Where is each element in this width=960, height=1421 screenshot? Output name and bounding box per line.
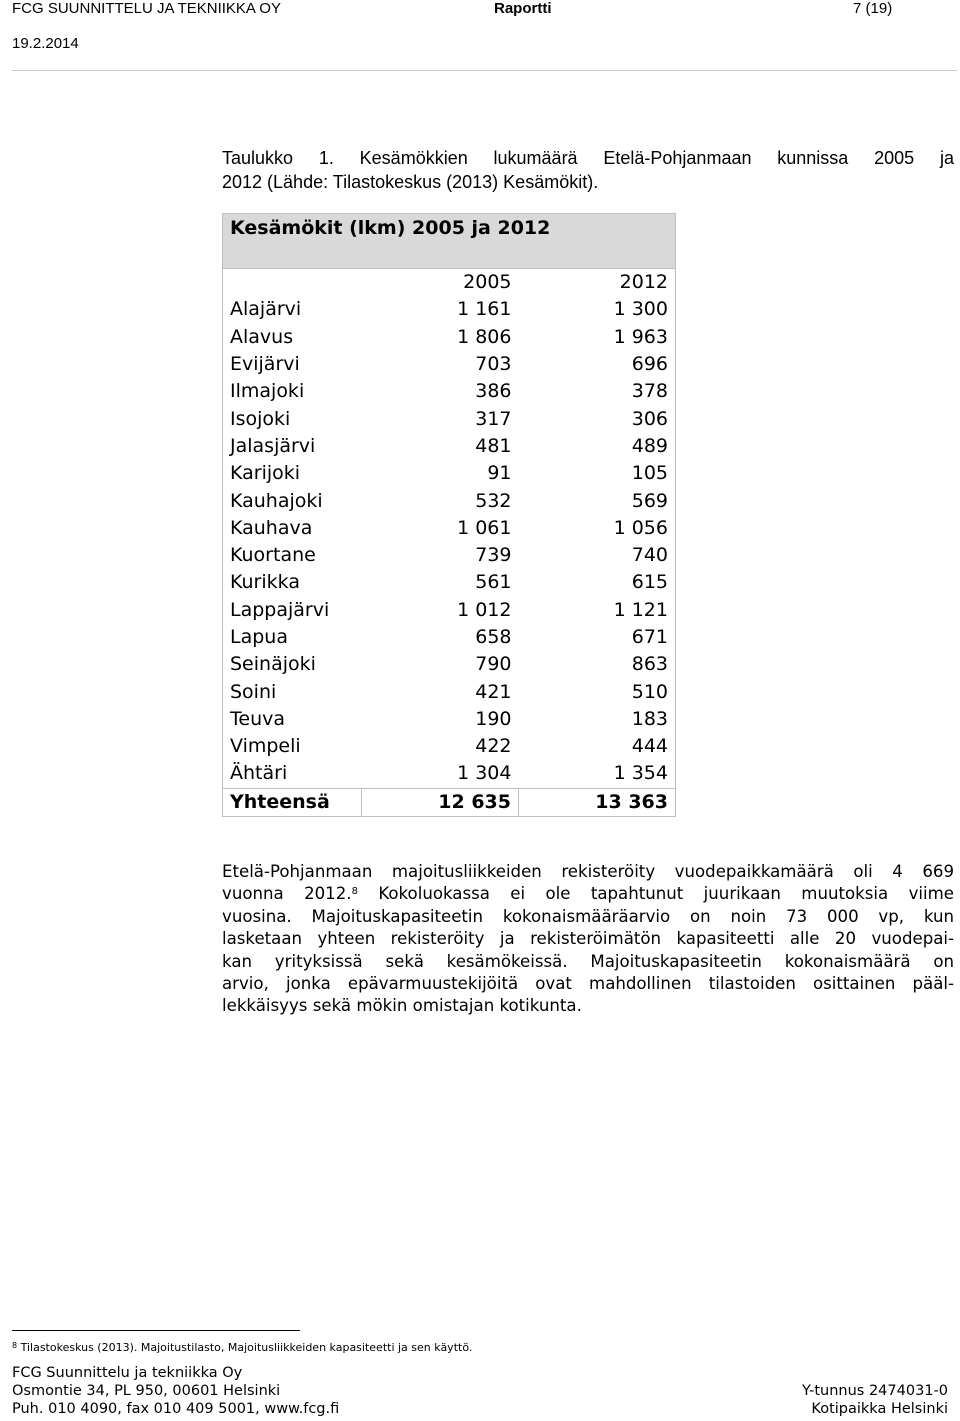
table-row (223, 296, 676, 323)
value-2005-cell: 386 (475, 380, 512, 403)
value-2012-cell: 183 (519, 706, 676, 733)
municipality-cell: Evijärvi (223, 351, 362, 378)
footer-company: FCG Suunnittelu ja tekniikka Oy (12, 1365, 243, 1381)
value-2012-cell: 1 354 (519, 760, 676, 788)
value-2005-cell: 190 (475, 707, 512, 730)
value-2012-cell: 105 (519, 460, 676, 487)
value-2012-cell: 569 (519, 487, 676, 514)
municipality-cell: Lappajärvi (223, 597, 362, 624)
paragraph-line: Etelä-Pohjanmaan majoitusliikkeiden rekisteröity vuodepaikkamäärä oli 4 669 (222, 862, 954, 881)
municipality-cell: Alajärvi (223, 296, 362, 323)
table-row (223, 351, 676, 378)
table-title-row (223, 214, 676, 269)
municipality-cell: Kauhajoki (223, 487, 362, 514)
value-2012-cell: 306 (519, 405, 676, 432)
caption-line: Taulukko 1. Kesämökkien lukumäärä Etelä-Pohjanmaan kunnissa 2005 ja (222, 148, 954, 168)
footer-domicile: Kotipaikka Helsinki (811, 1401, 948, 1417)
table-row (223, 460, 676, 487)
table-row (223, 651, 676, 678)
value-2005-cell: 1 806 (457, 325, 512, 348)
value-2012-cell: 671 (519, 624, 676, 651)
value-2012-cell: 615 (519, 569, 676, 596)
table-row (223, 324, 676, 351)
value-2005-cell: 790 (475, 653, 512, 676)
table-row (223, 378, 676, 405)
total-2012-cell: 13 363 (519, 788, 676, 816)
paragraph-line: arvio, jonka epävarmuustekijöitä ovat mahdollinen tilastoiden osittainen pääl- (222, 974, 954, 994)
value-2005-cell: 1 161 (457, 298, 512, 321)
footnote (12, 1341, 472, 1354)
value-2012-cell: 1 300 (519, 296, 676, 323)
header-company: FCG SUUNNITTELU JA TEKNIIKKA OY (12, 0, 281, 17)
value-2012-cell: 444 (519, 733, 676, 760)
footnote-number: 8 (12, 1341, 18, 1350)
table-header-row (223, 269, 676, 297)
value-2005-cell: 1 304 (457, 762, 512, 785)
caption-line: 2012 (Lähde: Tilastokeskus (2013) Kesämökit). (222, 172, 599, 192)
paragraph-line: lekkäisyys sekä mökin omistajan kotikunta. (222, 996, 582, 1016)
footer-business-id: Y-tunnus 2474031-0 (801, 1383, 948, 1399)
value-2005-cell: 561 (475, 571, 512, 594)
footnote-divider (12, 1330, 300, 1331)
footer-address: Osmontie 34, PL 950, 00601 Helsinki (12, 1383, 281, 1399)
table-row (223, 624, 676, 651)
table-row (223, 515, 676, 542)
value-2012-cell: 863 (519, 651, 676, 678)
table-row (223, 733, 676, 760)
table-row (223, 678, 676, 705)
municipality-cell: Teuva (223, 706, 362, 733)
value-2005-cell: 703 (475, 353, 512, 376)
table-row (223, 487, 676, 514)
header-cell-year: 2012 (519, 269, 676, 297)
value-2005-cell: 91 (487, 462, 512, 485)
value-2012-cell: 1 963 (519, 324, 676, 351)
paragraph-line: vuonna 2012.$^8$ Kokoluokassa ei ole tapahtunut juurikaan muutoksia viime (222, 884, 954, 904)
municipality-cell: Kauhava (223, 515, 362, 542)
municipality-cell: Karijoki (223, 460, 362, 487)
header-date: 19.2.2014 (12, 35, 79, 52)
footnote-text: Tilastokeskus (2013). Majoitustilasto, Majoitusliikkeiden kapasiteetti ja sen käyttö. (17, 1341, 473, 1354)
table-row (223, 569, 676, 596)
municipality-cell: Alavus (223, 324, 362, 351)
value-2005-cell: 658 (475, 626, 512, 648)
table-row (223, 542, 676, 569)
municipality-cell: Vimpeli (223, 733, 362, 760)
header-cell-year: 2005 (463, 271, 512, 294)
paragraph-line: vuosina. Majoituskapasiteetin kokonaismääräarvio on noin 73 000 vp, kun (222, 906, 954, 926)
value-2012-cell: 740 (519, 542, 676, 569)
header-doc-type: Raportti (494, 0, 552, 17)
table-row (223, 405, 676, 432)
municipality-cell: Kuortane (223, 542, 362, 569)
value-2012-cell: 1 056 (519, 515, 676, 542)
value-2005-cell: 422 (475, 735, 512, 758)
value-2012-cell: 510 (519, 678, 676, 705)
body-paragraph (222, 861, 954, 1018)
total-label-cell: Yhteensä (223, 788, 362, 816)
table-title: Kesämökit (lkm) 2005 ja 2012 (223, 214, 676, 269)
footer-contact: Puh. 010 4090, fax 010 409 5001, www.fcg.fi (12, 1401, 340, 1417)
table-row (223, 433, 676, 460)
table-total-row (223, 788, 676, 816)
total-2005-cell: 12 635 (362, 788, 519, 816)
value-2012-cell: 1 121 (519, 597, 676, 624)
header-cell-empty (223, 269, 362, 297)
table-caption (222, 146, 954, 194)
paragraph-line: kan yrityksissä sekä kesämökeissä. Majoituskapasiteetin kokonaismäärä on (222, 951, 954, 971)
value-2005-cell: 1 061 (457, 516, 512, 539)
municipality-cell: Kurikka (223, 569, 362, 596)
municipality-cell: Lapua (223, 624, 362, 651)
table-row (223, 706, 676, 733)
footnote-reference: 8 (351, 886, 358, 898)
table-row (223, 597, 676, 624)
value-2005-cell: 532 (475, 489, 512, 512)
value-2005-cell: 421 (475, 680, 512, 703)
value-2012-cell: 696 (519, 351, 676, 378)
municipality-cell: Seinäjoki (223, 651, 362, 678)
municipality-cell: Ähtäri (223, 760, 362, 788)
value-2012-cell: 489 (519, 433, 676, 460)
value-2012-cell: 378 (519, 378, 676, 405)
value-2005-cell: 481 (475, 434, 512, 457)
municipality-cell: Isojoki (223, 405, 362, 432)
header-page-number: 7 (19) (853, 0, 893, 17)
value-2005-cell: 317 (475, 407, 512, 430)
municipality-cell: Soini (223, 678, 362, 705)
value-2005-cell: 739 (475, 544, 512, 567)
header-divider (12, 70, 957, 71)
municipality-cell: Ilmajoki (223, 378, 362, 405)
table-row (223, 760, 676, 788)
summer-cottage-table (222, 213, 676, 817)
municipality-cell: Jalasjärvi (223, 433, 362, 460)
value-2005-cell: 1 012 (457, 598, 512, 621)
paragraph-line: lasketaan yhteen rekisteröity ja rekisteröimätön kapasiteetti alle 20 vuodepai- (222, 929, 954, 949)
